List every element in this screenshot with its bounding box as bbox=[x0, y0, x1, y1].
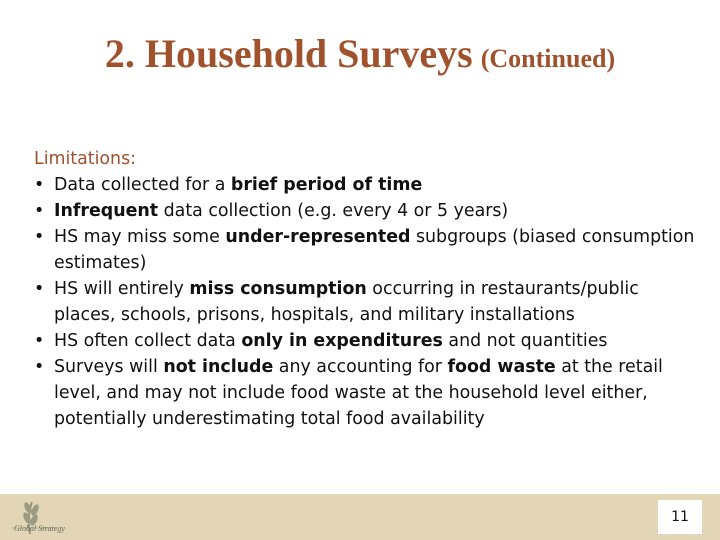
bullet-text-bold: not include bbox=[163, 357, 274, 377]
bullet-text: any accounting for bbox=[273, 357, 448, 377]
limitations-heading: Limitations: bbox=[34, 149, 137, 169]
bullet-text: subgroups (biased consumption estimates) bbox=[54, 227, 695, 273]
bullet-item bbox=[34, 172, 702, 198]
bullet-dot: • bbox=[34, 201, 45, 221]
bullet-text-bold: brief period of time bbox=[230, 175, 423, 195]
bullet-dot: • bbox=[34, 331, 45, 351]
bullet-text-bold: under-represented bbox=[225, 227, 411, 247]
page-number: 11 bbox=[671, 509, 689, 525]
bullet-dot: • bbox=[34, 227, 45, 247]
limitations-section bbox=[34, 146, 702, 432]
bullet-text: HS may miss some bbox=[54, 227, 226, 247]
bullet-text: Data collected for a bbox=[54, 175, 231, 195]
logo-text: Global Strategy bbox=[14, 524, 65, 533]
bullet-text-bold: Infrequent bbox=[54, 201, 159, 221]
bullet-text-bold: miss consumption bbox=[189, 279, 367, 299]
bullet-dot: • bbox=[34, 175, 45, 195]
bullet-item bbox=[34, 328, 702, 354]
bullet-text-bold: food waste bbox=[447, 357, 556, 377]
bullet-text: HS often collect data bbox=[54, 331, 242, 351]
title-main: 2. Household Surveys bbox=[104, 31, 473, 76]
bullet-text: HS will entirely bbox=[54, 279, 190, 299]
footer-band bbox=[0, 494, 720, 540]
bullet-item bbox=[34, 276, 702, 328]
bullet-text: at the retail level, and may not include food waste at the household level either, potentially underestimating total food availability bbox=[54, 357, 663, 429]
bullet-text: data collection (e.g. every 4 or 5 years) bbox=[158, 201, 509, 221]
bullet-text-bold: only in expenditures bbox=[241, 331, 443, 351]
page-number-box bbox=[658, 500, 702, 534]
bullet-text: occurring in restaurants/public places, schools, prisons, hospitals, and military installations bbox=[54, 279, 639, 325]
bullet-dot: • bbox=[34, 279, 45, 299]
limitations-list bbox=[34, 172, 702, 432]
bullet-text: Surveys will bbox=[54, 357, 164, 377]
bullet-item bbox=[34, 354, 702, 432]
title-subtitle: (Continued) bbox=[480, 44, 616, 73]
slide-title bbox=[0, 30, 720, 77]
bullet-dot: • bbox=[34, 357, 45, 377]
bullet-item bbox=[34, 224, 702, 276]
bullet-text: and not quantities bbox=[442, 331, 608, 351]
bullet-item bbox=[34, 198, 702, 224]
